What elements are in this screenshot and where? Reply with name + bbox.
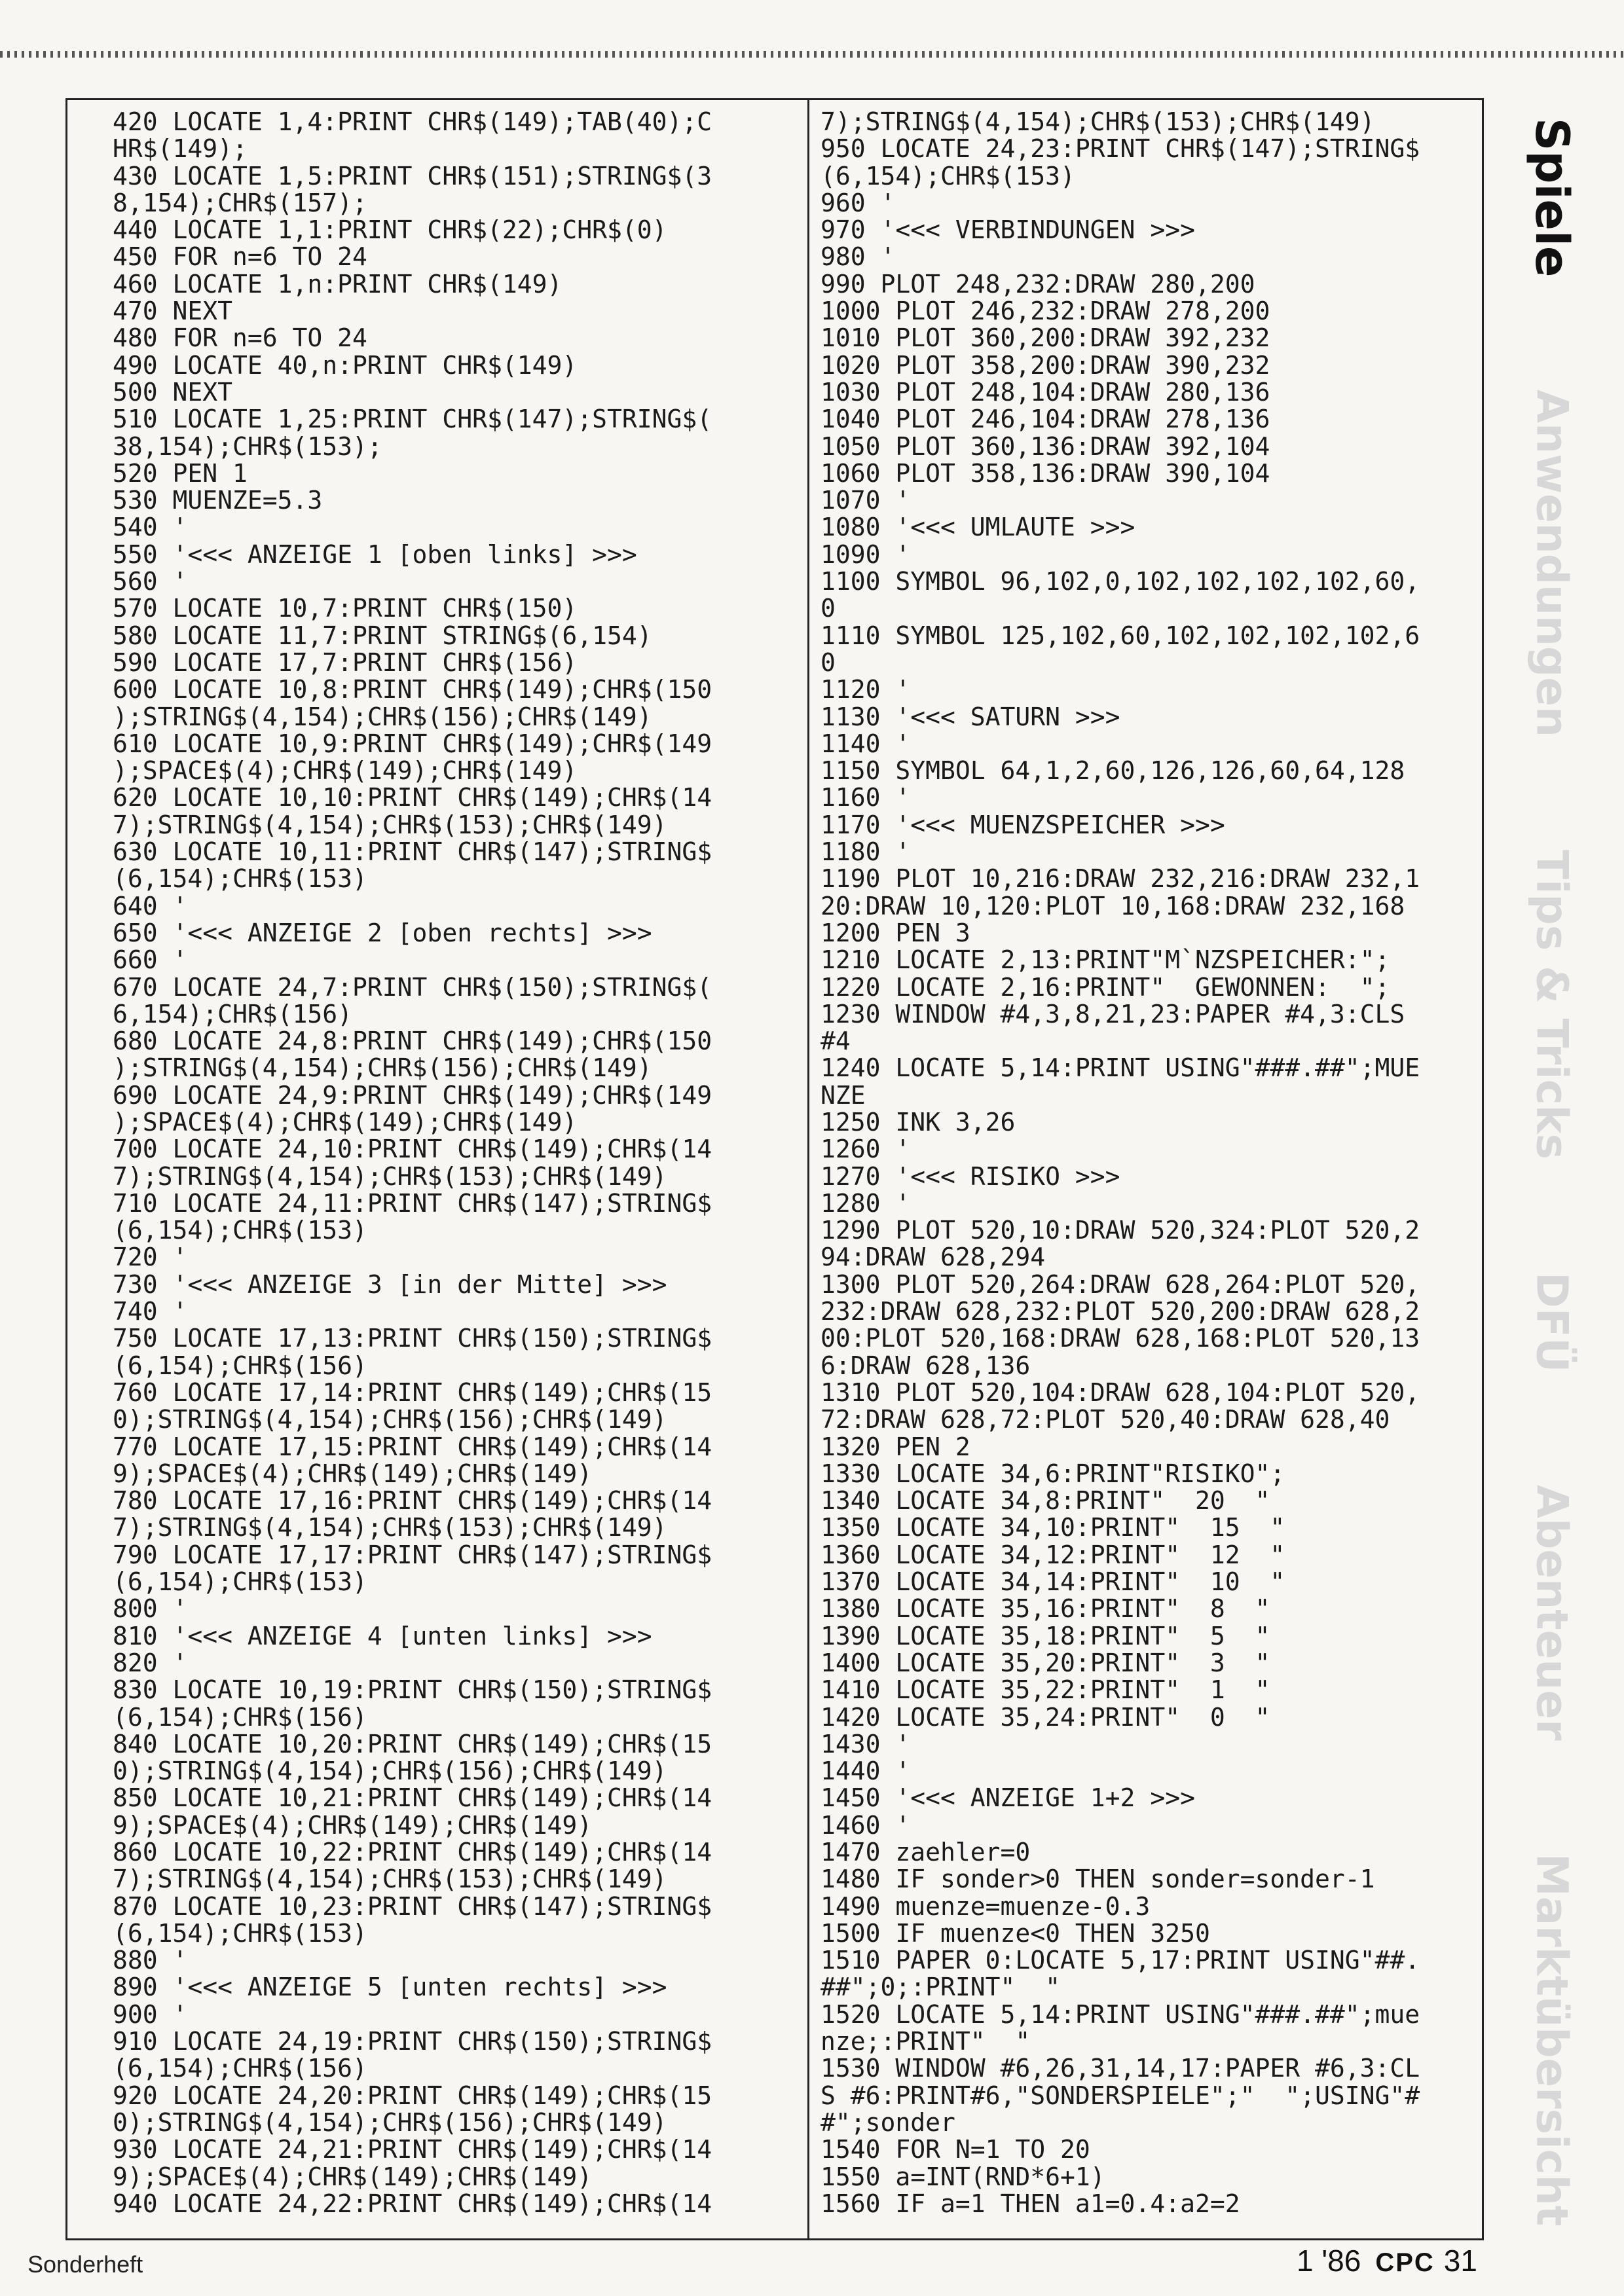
- code-line: 1090 ': [821, 539, 911, 569]
- code-line: 6:DRAW 628,136: [821, 1351, 1031, 1380]
- code-line: 1540 FOR N=1 TO 20: [821, 2135, 1090, 2164]
- code-line: 480 FOR n=6 TO 24: [113, 323, 367, 353]
- code-line: 1260 ': [821, 1135, 911, 1164]
- code-line: 760 LOCATE 17,14:PRINT CHR$(149);CHR$(15: [113, 1377, 712, 1407]
- code-line: 650 '<<< ANZEIGE 2 [oben rechts] >>>: [113, 918, 652, 947]
- code-line: 790 LOCATE 17,17:PRINT CHR$(147);STRING$: [113, 1540, 712, 1569]
- code-line: 420 LOCATE 1,4:PRINT CHR$(149);TAB(40);C: [113, 107, 712, 136]
- code-line: ##";0;:PRINT" ": [821, 1973, 1061, 2002]
- code-line: 710 LOCATE 24,11:PRINT CHR$(147);STRING$: [113, 1188, 712, 1218]
- code-line: S #6:PRINT#6,"SONDERSPIELE";" ";USING"#: [821, 2081, 1420, 2110]
- code-line: 740 ': [113, 1297, 188, 1326]
- code-line: 1000 PLOT 246,232:DRAW 278,200: [821, 297, 1270, 326]
- code-line: 800 ': [113, 1594, 188, 1624]
- code-line: 1420 LOCATE 35,24:PRINT" 0 ": [821, 1702, 1270, 1732]
- code-line: 20:DRAW 10,120:PLOT 10,168:DRAW 232,168: [821, 891, 1405, 920]
- code-line: 232:DRAW 628,232:PLOT 520,200:DRAW 628,2: [821, 1297, 1420, 1326]
- code-line: 570 LOCATE 10,7:PRINT CHR$(150): [113, 594, 578, 623]
- listing-column-right: [821, 109, 1420, 2217]
- code-line: 580 LOCATE 11,7:PRINT STRING$(6,154): [113, 621, 652, 650]
- code-line: 7);STRING$(4,154);CHR$(153);CHR$(149): [113, 810, 667, 839]
- code-line: 950 LOCATE 24,23:PRINT CHR$(147);STRING$: [821, 134, 1420, 164]
- code-line: 980 ': [821, 242, 896, 272]
- code-line: 730 '<<< ANZEIGE 3 [in der Mitte] >>>: [113, 1269, 667, 1299]
- code-line: 690 LOCATE 24,9:PRINT CHR$(149);CHR$(149: [113, 1080, 712, 1110]
- footer-issue: 1 '86: [1297, 2244, 1361, 2278]
- code-line: 920 LOCATE 24,20:PRINT CHR$(149);CHR$(15: [113, 2081, 712, 2110]
- code-line: 1430 ': [821, 1729, 911, 1758]
- code-line: 1140 ': [821, 729, 911, 758]
- code-line: 1310 PLOT 520,104:DRAW 628,104:PLOT 520,: [821, 1377, 1420, 1407]
- code-line: 990 PLOT 248,232:DRAW 280,200: [821, 269, 1255, 299]
- code-line: 1210 LOCATE 2,13:PRINT"M`NZSPEICHER:";: [821, 945, 1390, 975]
- code-line: 1190 PLOT 10,216:DRAW 232,216:DRAW 232,1: [821, 864, 1420, 894]
- code-line: 9);SPACE$(4);CHR$(149);CHR$(149): [113, 2162, 593, 2191]
- code-line: 890 '<<< ANZEIGE 5 [unten rechts] >>>: [113, 1973, 667, 2002]
- code-line: 6,154);CHR$(156): [113, 999, 353, 1029]
- code-line: 1550 a=INT(RND*6+1): [821, 2162, 1105, 2191]
- section-tabs: [1509, 118, 1595, 2226]
- code-line: 820 ': [113, 1648, 188, 1677]
- code-line: 490 LOCATE 40,n:PRINT CHR$(149): [113, 350, 578, 380]
- code-line: (6,154);CHR$(153): [821, 161, 1075, 191]
- code-line: 540 ': [113, 513, 188, 542]
- code-line: 840 LOCATE 10,20:PRINT CHR$(149);CHR$(15: [113, 1729, 712, 1758]
- code-line: 0);STRING$(4,154);CHR$(156);CHR$(149): [113, 1405, 667, 1434]
- code-line: 720 ': [113, 1243, 188, 1272]
- code-line: );STRING$(4,154);CHR$(156);CHR$(149): [113, 1053, 652, 1083]
- code-line: 7);STRING$(4,154);CHR$(153);CHR$(149): [113, 1513, 667, 1542]
- code-line: 1370 LOCATE 34,14:PRINT" 10 ": [821, 1567, 1285, 1597]
- code-line: 600 LOCATE 10,8:PRINT CHR$(149);CHR$(150: [113, 675, 712, 704]
- code-line: 1320 PEN 2: [821, 1432, 970, 1461]
- code-line: 1120 ': [821, 675, 911, 704]
- top-rule: [0, 51, 1624, 58]
- code-line: (6,154);CHR$(153): [113, 864, 367, 894]
- code-line: 7);STRING$(4,154);CHR$(153);CHR$(149): [821, 107, 1375, 136]
- code-line: nze;:PRINT" ": [821, 2027, 1031, 2056]
- code-line: 1160 ': [821, 783, 911, 812]
- code-line: 610 LOCATE 10,9:PRINT CHR$(149);CHR$(149: [113, 729, 712, 758]
- code-line: 1530 WINDOW #6,26,31,14,17:PAPER #6,3:CL: [821, 2054, 1420, 2083]
- code-line: 1180 ': [821, 837, 911, 867]
- code-line: 430 LOCATE 1,5:PRINT CHR$(151);STRING$(3: [113, 161, 712, 191]
- code-line: 1290 PLOT 520,10:DRAW 520,324:PLOT 520,2: [821, 1216, 1420, 1245]
- code-line: 72:DRAW 628,72:PLOT 520,40:DRAW 628,40: [821, 1405, 1390, 1434]
- code-line: 1490 muenze=muenze-0.3: [821, 1891, 1151, 1921]
- code-line: 1100 SYMBOL 96,102,0,102,102,102,102,60,: [821, 567, 1420, 596]
- section-tab-abenteuer[interactable]: Abenteuer: [1526, 1485, 1578, 1741]
- code-line: 860 LOCATE 10,22:PRINT CHR$(149);CHR$(14: [113, 1838, 712, 1867]
- code-line: 38,154);CHR$(153);: [113, 431, 382, 461]
- footer-sonderheft: Sonderheft: [28, 2251, 143, 2278]
- code-line: 1110 SYMBOL 125,102,60,102,102,102,102,6: [821, 621, 1420, 650]
- code-line: 1200 PEN 3: [821, 918, 970, 947]
- code-line: 1060 PLOT 358,136:DRAW 390,104: [821, 458, 1270, 488]
- code-line: 560 ': [113, 567, 188, 596]
- code-line: 1130 '<<< SATURN >>>: [821, 702, 1120, 731]
- footer-magazine: CPC: [1375, 2248, 1435, 2277]
- code-line: 460 LOCATE 1,n:PRINT CHR$(149): [113, 269, 563, 299]
- code-line: 1050 PLOT 360,136:DRAW 392,104: [821, 431, 1270, 461]
- code-line: (6,154);CHR$(156): [113, 2054, 367, 2083]
- code-line: 1500 IF muenze<0 THEN 3250: [821, 1918, 1210, 1948]
- code-line: 1560 IF a=1 THEN a1=0.4:a2=2: [821, 2189, 1240, 2218]
- code-line: 1300 PLOT 520,264:DRAW 628,264:PLOT 520,: [821, 1269, 1420, 1299]
- code-line: 520 PEN 1: [113, 458, 248, 488]
- code-line: (6,154);CHR$(153): [113, 1918, 367, 1948]
- code-line: 1070 ': [821, 486, 911, 515]
- footer-page-number: 31: [1443, 2244, 1477, 2278]
- code-line: 910 LOCATE 24,19:PRINT CHR$(150);STRING$: [113, 2027, 712, 2056]
- code-line: 1470 zaehler=0: [821, 1838, 1031, 1867]
- code-line: 1520 LOCATE 5,14:PRINT USING"###.##";mue: [821, 1999, 1420, 2029]
- code-line: 1350 LOCATE 34,10:PRINT" 15 ": [821, 1513, 1285, 1542]
- code-line: 9);SPACE$(4);CHR$(149);CHR$(149): [113, 1810, 593, 1840]
- code-line: (6,154);CHR$(156): [113, 1702, 367, 1732]
- code-line: (6,154);CHR$(156): [113, 1351, 367, 1380]
- code-line: 0);STRING$(4,154);CHR$(156);CHR$(149): [113, 2107, 667, 2137]
- code-line: 1480 IF sonder>0 THEN sonder=sonder-1: [821, 1865, 1375, 1894]
- code-line: 620 LOCATE 10,10:PRINT CHR$(149);CHR$(14: [113, 783, 712, 812]
- code-line: 1270 '<<< RISIKO >>>: [821, 1161, 1120, 1191]
- code-line: HR$(149);: [113, 134, 248, 164]
- code-line: 1030 PLOT 248,104:DRAW 280,136: [821, 377, 1270, 407]
- code-line: 1020 PLOT 358,200:DRAW 390,232: [821, 350, 1270, 380]
- code-line: 1280 ': [821, 1188, 911, 1218]
- listing-column-left: [113, 109, 712, 2217]
- code-line: 530 MUENZE=5.3: [113, 486, 323, 515]
- column-divider: [807, 98, 809, 2240]
- code-line: 510 LOCATE 1,25:PRINT CHR$(147);STRING$(: [113, 405, 712, 434]
- code-line: 1400 LOCATE 35,20:PRINT" 3 ": [821, 1648, 1270, 1677]
- code-line: 630 LOCATE 10,11:PRINT CHR$(147);STRING$: [113, 837, 712, 867]
- code-line: (6,154);CHR$(153): [113, 1567, 367, 1597]
- code-line: );SPACE$(4);CHR$(149);CHR$(149): [113, 756, 578, 786]
- code-line: 0: [821, 594, 836, 623]
- code-line: 750 LOCATE 17,13:PRINT CHR$(150);STRING$: [113, 1324, 712, 1353]
- code-line: 850 LOCATE 10,21:PRINT CHR$(149);CHR$(14: [113, 1783, 712, 1813]
- code-line: 1390 LOCATE 35,18:PRINT" 5 ": [821, 1621, 1270, 1650]
- code-line: 770 LOCATE 17,15:PRINT CHR$(149);CHR$(14: [113, 1432, 712, 1461]
- code-line: );STRING$(4,154);CHR$(156);CHR$(149): [113, 702, 652, 731]
- code-line: 1410 LOCATE 35,22:PRINT" 1 ": [821, 1675, 1270, 1705]
- code-line: 9);SPACE$(4);CHR$(149);CHR$(149): [113, 1459, 593, 1488]
- code-line: );SPACE$(4);CHR$(149);CHR$(149): [113, 1107, 578, 1137]
- code-line: 7);STRING$(4,154);CHR$(153);CHR$(149): [113, 1865, 667, 1894]
- section-tab-marktübersicht[interactable]: Marktübersicht: [1526, 1853, 1578, 2226]
- section-tab-tips-tricks[interactable]: Tips & Tricks: [1526, 850, 1578, 1160]
- code-line: 1170 '<<< MUENZSPEICHER >>>: [821, 810, 1225, 839]
- code-line: 1380 LOCATE 35,16:PRINT" 8 ": [821, 1594, 1270, 1624]
- section-tab-anwendungen[interactable]: Anwendungen: [1526, 390, 1578, 738]
- code-line: 1040 PLOT 246,104:DRAW 278,136: [821, 405, 1270, 434]
- code-line: #4: [821, 1027, 851, 1056]
- code-line: 1360 LOCATE 34,12:PRINT" 12 ": [821, 1540, 1285, 1569]
- code-line: 880 ': [113, 1946, 188, 1975]
- code-line: 830 LOCATE 10,19:PRINT CHR$(150);STRING$: [113, 1675, 712, 1705]
- code-line: 1450 '<<< ANZEIGE 1+2 >>>: [821, 1783, 1195, 1813]
- code-line: 1240 LOCATE 5,14:PRINT USING"###.##";MUE: [821, 1053, 1420, 1083]
- code-line: 970 '<<< VERBINDUNGEN >>>: [821, 215, 1195, 245]
- code-line: 670 LOCATE 24,7:PRINT CHR$(150);STRING$(: [113, 972, 712, 1002]
- code-line: 1330 LOCATE 34,6:PRINT"RISIKO";: [821, 1459, 1285, 1488]
- code-line: #";sonder: [821, 2107, 955, 2137]
- code-line: 450 FOR n=6 TO 24: [113, 242, 367, 272]
- code-line: 440 LOCATE 1,1:PRINT CHR$(22);CHR$(0): [113, 215, 667, 245]
- code-line: 640 ': [113, 891, 188, 920]
- code-line: 1460 ': [821, 1810, 911, 1840]
- code-line: 590 LOCATE 17,7:PRINT CHR$(156): [113, 647, 578, 677]
- code-line: 1250 INK 3,26: [821, 1107, 1016, 1137]
- code-line: 680 LOCATE 24,8:PRINT CHR$(149);CHR$(150: [113, 1027, 712, 1056]
- code-line: 930 LOCATE 24,21:PRINT CHR$(149);CHR$(14: [113, 2135, 712, 2164]
- code-line: 7);STRING$(4,154);CHR$(153);CHR$(149): [113, 1161, 667, 1191]
- code-line: 0);STRING$(4,154);CHR$(156);CHR$(149): [113, 1757, 667, 1786]
- code-line: (6,154);CHR$(153): [113, 1216, 367, 1245]
- code-line: 1080 '<<< UMLAUTE >>>: [821, 513, 1135, 542]
- code-line: 940 LOCATE 24,22:PRINT CHR$(149);CHR$(14: [113, 2189, 712, 2218]
- section-tab-dfü[interactable]: DFÜ: [1526, 1271, 1578, 1373]
- code-line: 660 ': [113, 945, 188, 975]
- code-line: 0: [821, 647, 836, 677]
- code-line: 00:PLOT 520,168:DRAW 628,168:PLOT 520,13: [821, 1324, 1420, 1353]
- code-line: 470 NEXT: [113, 297, 233, 326]
- code-line: NZE: [821, 1080, 866, 1110]
- code-line: 1440 ': [821, 1757, 911, 1786]
- code-line: 700 LOCATE 24,10:PRINT CHR$(149);CHR$(14: [113, 1135, 712, 1164]
- code-line: 94:DRAW 628,294: [821, 1243, 1046, 1272]
- code-line: 500 NEXT: [113, 377, 233, 407]
- code-line: 8,154);CHR$(157);: [113, 188, 367, 217]
- section-tab-spiele[interactable]: Spiele: [1525, 118, 1579, 278]
- code-line: 1230 WINDOW #4,3,8,21,23:PAPER #4,3:CLS: [821, 999, 1405, 1029]
- code-line: 960 ': [821, 188, 896, 217]
- footer-issue-page: [1297, 2243, 1477, 2278]
- code-line: 780 LOCATE 17,16:PRINT CHR$(149);CHR$(14: [113, 1486, 712, 1516]
- code-line: 1340 LOCATE 34,8:PRINT" 20 ": [821, 1486, 1270, 1516]
- code-line: 810 '<<< ANZEIGE 4 [unten links] >>>: [113, 1621, 652, 1650]
- code-line: 550 '<<< ANZEIGE 1 [oben links] >>>: [113, 539, 637, 569]
- code-line: 1220 LOCATE 2,16:PRINT" GEWONNEN: ";: [821, 972, 1390, 1002]
- code-line: 1150 SYMBOL 64,1,2,60,126,126,60,64,128: [821, 756, 1405, 786]
- code-line: 870 LOCATE 10,23:PRINT CHR$(147);STRING$: [113, 1891, 712, 1921]
- code-line: 900 ': [113, 1999, 188, 2029]
- code-line: 1510 PAPER 0:LOCATE 5,17:PRINT USING"##.: [821, 1946, 1420, 1975]
- code-line: 1010 PLOT 360,200:DRAW 392,232: [821, 323, 1270, 353]
